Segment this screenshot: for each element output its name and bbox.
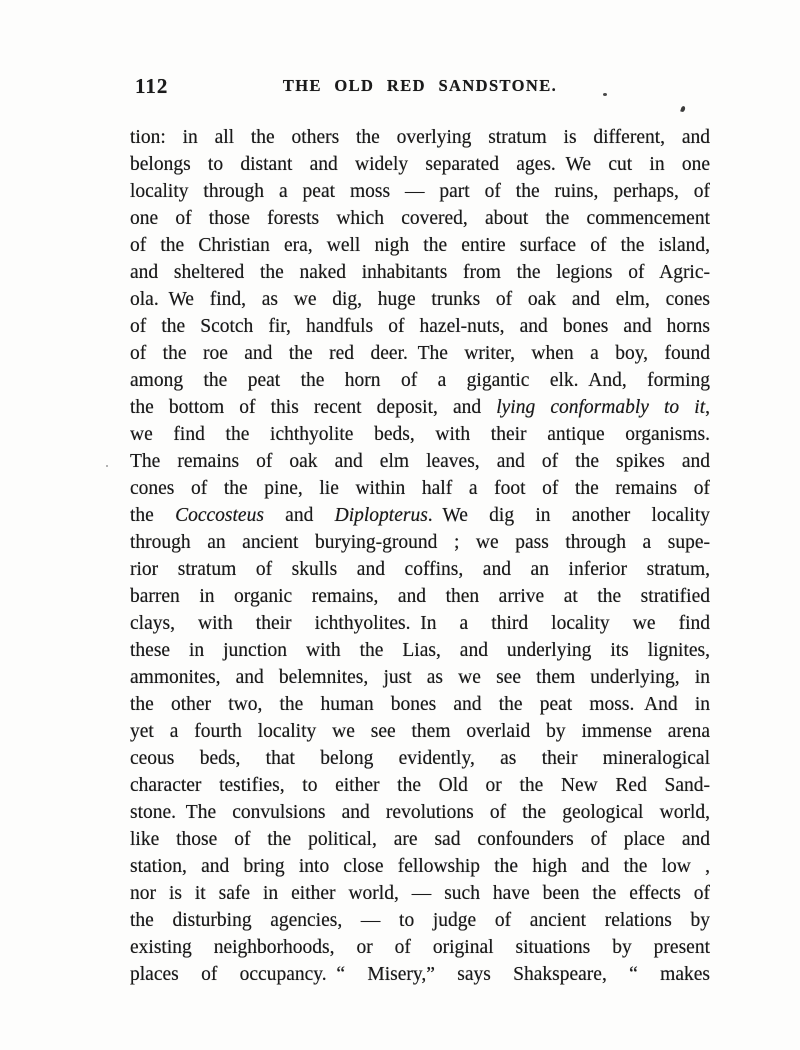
text-line: these in junction with the Lias, and underlying its lignites, (130, 640, 710, 661)
text-line: belongs to distant and widely separated ages. We cut in one (130, 154, 710, 175)
scan-speck (106, 465, 108, 467)
text-line: ammonites, and belemnites, just as we see them underlying, in (130, 667, 710, 688)
text-line: cones of the pine, lie within half a foot of the remains of (130, 478, 710, 499)
text-line: The remains of oak and elm leaves, and of the spikes and (130, 451, 710, 472)
text-line: character testifies, to either the Old or the New Red Sand- (130, 775, 710, 796)
text-line: among the peat the horn of a gigantic elk. And, forming (130, 370, 710, 391)
text-line: of the Christian era, well nigh the entire surface of the island, (130, 235, 710, 256)
text-line: station, and bring into close fellowship the high and the low , (130, 856, 710, 877)
text-line: the Coccosteus and Diplopterus. We dig in another locality (130, 505, 710, 526)
text-line: of the Scotch fir, handfuls of hazel-nuts, and bones and horns (130, 316, 710, 337)
text-line: and sheltered the naked inhabitants from the legions of Agric- (130, 262, 710, 283)
scan-speck (603, 93, 607, 96)
text-line: like those of the political, are sad confounders of place and (130, 829, 710, 850)
running-header-title: THE OLD RED SANDSTONE. (282, 76, 558, 95)
text-line: rior stratum of skulls and coffins, and an inferior stratum, (130, 559, 710, 580)
text-line: nor is it safe in either world, — such have been the effects of (130, 883, 710, 904)
text-line: ola. We find, as we dig, huge trunks of oak and elm, cones (130, 289, 710, 310)
scan-speck (680, 106, 686, 113)
text-line: barren in organic remains, and then arrive at the stratified (130, 586, 710, 607)
text-line: tion: in all the others the overlying stratum is different, and (130, 127, 710, 148)
text-line: one of those forests which covered, about the commencement (130, 208, 710, 229)
text-line: the other two, the human bones and the peat moss. And in (130, 694, 710, 715)
text-line: places of occupancy. “ Misery,” says Shakspeare, “ makes (130, 964, 710, 985)
text-line: clays, with their ichthyolites. In a third locality we find (130, 613, 710, 634)
text-line: through an ancient burying-ground ; we pass through a supe- (130, 532, 710, 553)
running-header-row (130, 74, 710, 98)
text-line: yet a fourth locality we see them overlaid by immense arena (130, 721, 710, 742)
text-line: locality through a peat moss — part of the ruins, perhaps, of (130, 181, 710, 202)
text-line: existing neighborhoods, or of original situations by present (130, 937, 710, 958)
text-line: stone. The convulsions and revolutions of the geological world, (130, 802, 710, 823)
text-line: the disturbing agencies, — to judge of ancient relations by (130, 910, 710, 931)
text-line: we find the ichthyolite beds, with their antique organisms. (130, 424, 710, 445)
text-line: of the roe and the red deer. The writer, when a boy, found (130, 343, 710, 364)
text-line: ceous beds, that belong evidently, as their mineralogical (130, 748, 710, 769)
text-line: the bottom of this recent deposit, and lying conformably to it, (130, 397, 710, 418)
body-text (130, 124, 710, 988)
page-number: 112 (135, 74, 169, 98)
